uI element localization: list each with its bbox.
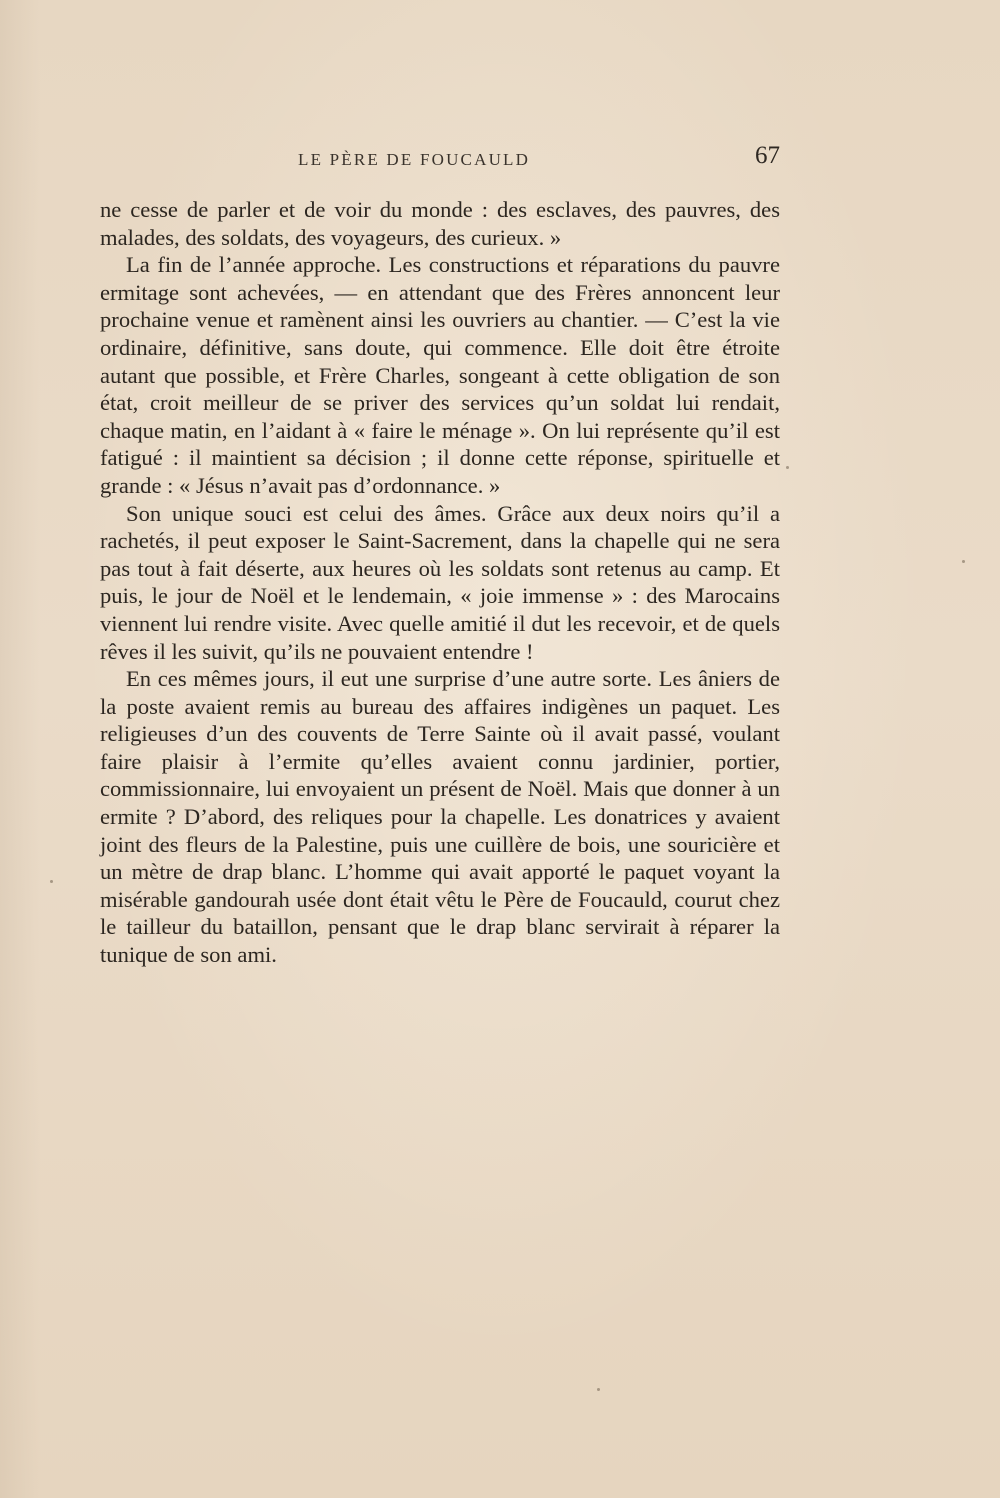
paragraph-1: ne cesse de parler et de voir du monde : des esclaves, des pauvres, des malades, des soldats, des voyageurs, des curieux. » xyxy=(100,197,780,250)
paper-speck xyxy=(50,880,53,883)
paragraph-4: En ces mêmes jours, il eut une surprise d’une autre sorte. Les âniers de la poste avaient remis au bureau des affaires indigènes un paquet. Les religieuses d’un des couvents de Terre Sainte où il avait passé, voulant faire plaisir à l’ermite qu’elles avaient connu jardinier, portier, commissionnaire, lui envoyaient un présent de Noël. Mais que donner à un ermite ? D’abord, des reliques pour la chapelle. Les donatrices y avaient joint des fleurs de la Palestine, puis une cuillère de bois, une souricière et un mètre de drap blanc. L’homme qui avait apporté le paquet voyant la misérable gandourah usée dont était vêtu le Père de Foucauld, courut chez le tailleur du bataillon, pensant que le drap blanc servirait à réparer la tunique de son ami. xyxy=(100,666,780,968)
paragraph-2: La fin de l’année approche. Les constructions et réparations du pauvre ermitage sont achevées, — en attendant que des Frères annoncent leur prochaine venue et ramènent ainsi les ouvriers au chantier. — C’est la vie ordinaire, définitive, sans doute, qui commence. Elle doit être étroite autant que possible, et Frère Charles, songeant à cette obligation de son état, croit meilleur de se priver des services qu’un soldat lui rendait, chaque matin, en l’aidant à « faire le ménage ». On lui représente qu’il est fatigué : il maintient sa décision ; il donne cette réponse, spirituelle et grande : « Jésus n’avait pas d’ordonnance. » xyxy=(100,252,780,498)
page-number: 67 xyxy=(755,142,780,169)
page-edge-shadow xyxy=(0,0,40,1498)
body-text xyxy=(100,196,780,969)
paragraph-3: Son unique souci est celui des âmes. Grâce aux deux noirs qu’il a rachetés, il peut exposer le Saint-Sacrement, dans la chapelle qui ne sera pas tout à fait déserte, aux heures où les soldats sont retenus au camp. Et puis, le jour de Noël et le lendemain, « joie immense » : des Marocains viennent lui rendre visite. Avec quelle amitié il dut les recevoir, et de quels rêves il les suivit, qu’ils ne pouvaient entendre ! xyxy=(100,500,780,664)
page-header xyxy=(100,142,780,182)
paper-speck xyxy=(786,466,789,469)
paper-speck xyxy=(597,1388,600,1391)
paper-speck xyxy=(962,560,965,563)
running-title: LE PÈRE DE FOUCAULD xyxy=(298,150,531,169)
